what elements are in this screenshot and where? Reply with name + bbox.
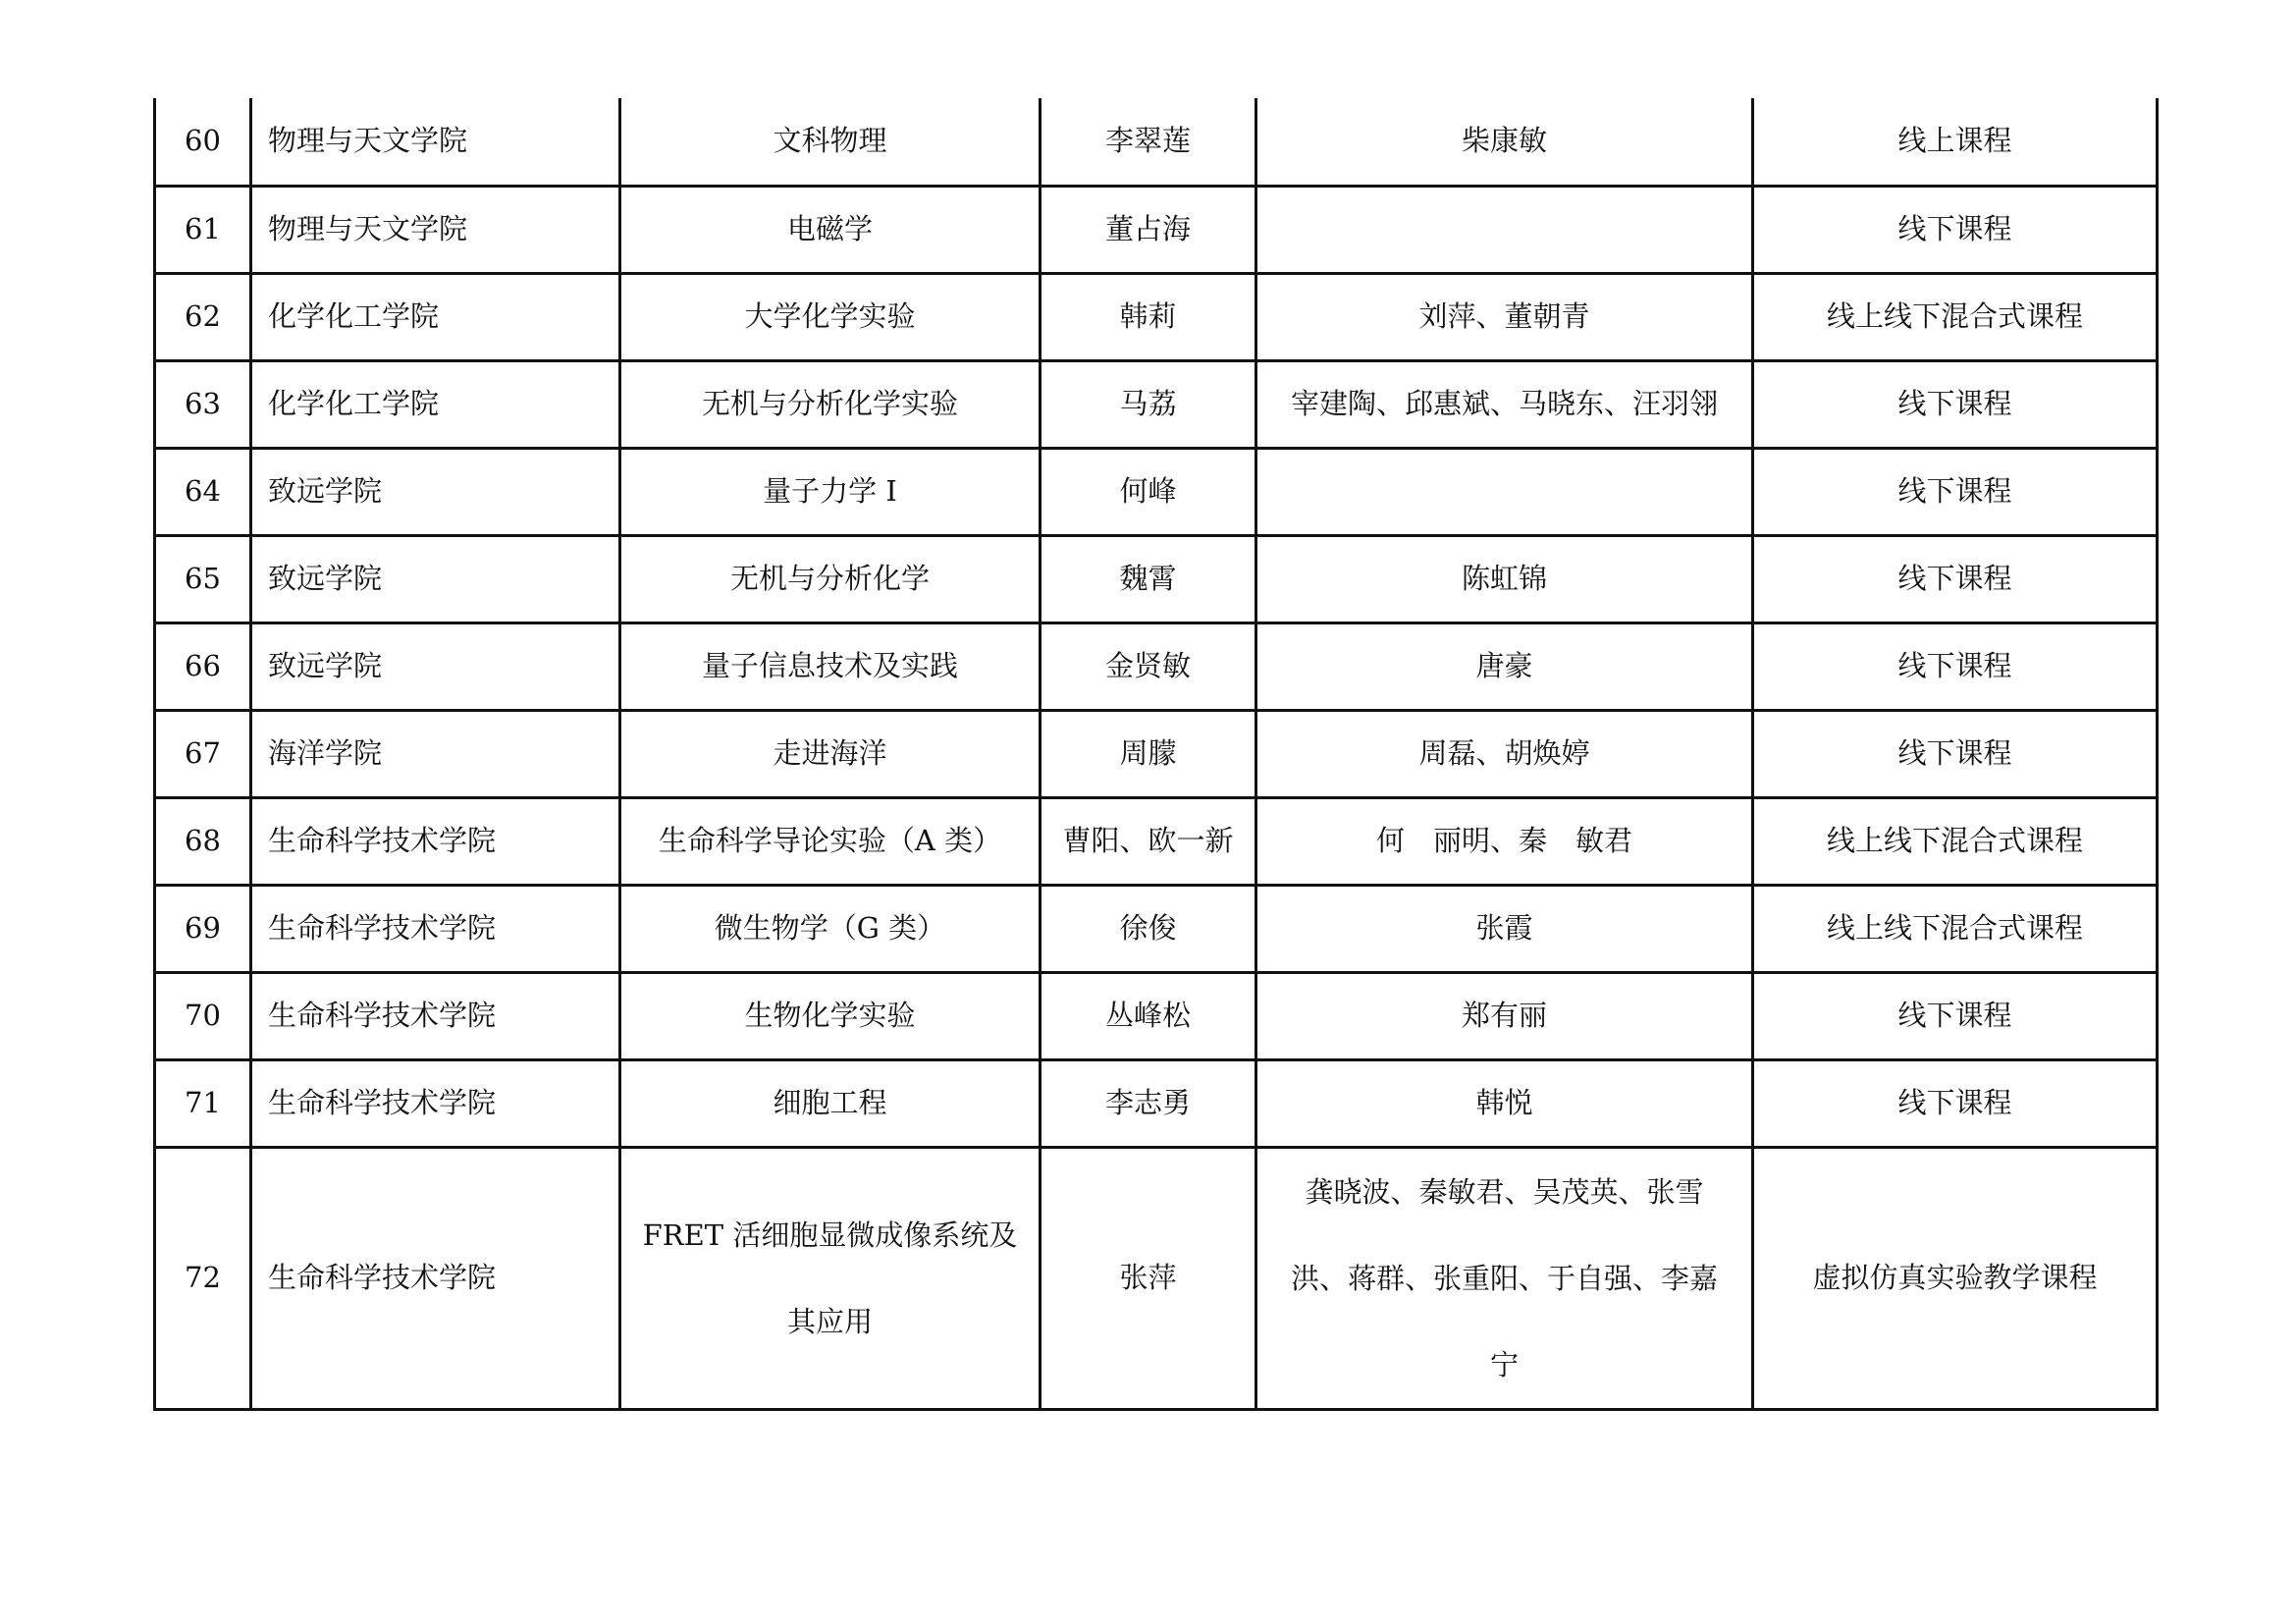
table-row: [155, 623, 2158, 710]
cell-college: 生命科学技术学院: [251, 972, 620, 1059]
cell-number: 71: [155, 1059, 251, 1147]
cell-members: [1256, 448, 1753, 535]
cell-course: [620, 1147, 1041, 1409]
cell-leader: 金贤敏: [1041, 623, 1256, 710]
cell-leader: 李志勇: [1041, 1059, 1256, 1147]
cell-leader: 张萍: [1041, 1147, 1256, 1409]
members-line: 宁: [1489, 1347, 1519, 1381]
cell-college: 海洋学院: [251, 710, 620, 797]
cell-course-type: 线上课程: [1753, 98, 2158, 186]
cell-course: 走进海洋: [620, 710, 1041, 797]
cell-number: 68: [155, 797, 251, 885]
cell-course-type: 线下课程: [1753, 623, 2158, 710]
cell-course: 生物化学实验: [620, 972, 1041, 1059]
cell-course: 生命科学导论实验（A 类）: [620, 797, 1041, 885]
cell-number: 61: [155, 186, 251, 273]
cell-members: 张霞: [1256, 885, 1753, 972]
table-row: [155, 1059, 2158, 1147]
cell-course: 无机与分析化学实验: [620, 360, 1041, 448]
cell-course: 量子力学 I: [620, 448, 1041, 535]
cell-members: 宰建陶、邱惠斌、马晓东、汪羽翎: [1256, 360, 1753, 448]
cell-college: 生命科学技术学院: [251, 797, 620, 885]
cell-course: 电磁学: [620, 186, 1041, 273]
table-row: [155, 98, 2158, 186]
cell-course-type: 线上线下混合式课程: [1753, 273, 2158, 360]
cell-number: 66: [155, 623, 251, 710]
cell-course: 量子信息技术及实践: [620, 623, 1041, 710]
table-row: [155, 535, 2158, 623]
cell-course-type: 线上线下混合式课程: [1753, 797, 2158, 885]
cell-members: 唐豪: [1256, 623, 1753, 710]
cell-members: 韩悦: [1256, 1059, 1753, 1147]
cell-members: 何 丽明、秦 敏君: [1256, 797, 1753, 885]
cell-number: 60: [155, 98, 251, 186]
table-body: [155, 98, 2158, 1409]
table-row: [155, 186, 2158, 273]
cell-college: 生命科学技术学院: [251, 1147, 620, 1409]
cell-course: 细胞工程: [620, 1059, 1041, 1147]
table-row: [155, 710, 2158, 797]
cell-members: 陈虹锦: [1256, 535, 1753, 623]
cell-leader: 徐俊: [1041, 885, 1256, 972]
cell-course-type: 线下课程: [1753, 1059, 2158, 1147]
cell-leader: 丛峰松: [1041, 972, 1256, 1059]
table-row: [155, 797, 2158, 885]
table-row: [155, 1147, 2158, 1409]
cell-course-type: 线上线下混合式课程: [1753, 885, 2158, 972]
cell-course: 微生物学（G 类）: [620, 885, 1041, 972]
cell-leader: 周朦: [1041, 710, 1256, 797]
table-row: [155, 972, 2158, 1059]
cell-number: 64: [155, 448, 251, 535]
cell-leader: 李翠莲: [1041, 98, 1256, 186]
cell-number: 72: [155, 1147, 251, 1409]
cell-members: 刘萍、董朝青: [1256, 273, 1753, 360]
cell-leader: 董占海: [1041, 186, 1256, 273]
cell-leader: 马荔: [1041, 360, 1256, 448]
cell-course: 大学化学实验: [620, 273, 1041, 360]
table-row: [155, 885, 2158, 972]
cell-number: 63: [155, 360, 251, 448]
cell-course: 无机与分析化学: [620, 535, 1041, 623]
cell-number: 67: [155, 710, 251, 797]
cell-course-type: 虚拟仿真实验教学课程: [1753, 1147, 2158, 1409]
cell-number: 62: [155, 273, 251, 360]
cell-course-type: 线下课程: [1753, 448, 2158, 535]
cell-college: 化学化工学院: [251, 273, 620, 360]
course-table: [153, 98, 2159, 1411]
cell-college: 致远学院: [251, 623, 620, 710]
course-line: 其应用: [786, 1304, 873, 1338]
cell-number: 70: [155, 972, 251, 1059]
table-row: [155, 360, 2158, 448]
cell-members: 周磊、胡焕婷: [1256, 710, 1753, 797]
cell-college: 物理与天文学院: [251, 98, 620, 186]
cell-leader: 魏霄: [1041, 535, 1256, 623]
cell-college: 致远学院: [251, 535, 620, 623]
members-line: 龚晓波、秦敏君、吴茂英、张雪: [1305, 1174, 1704, 1209]
cell-course-type: 线下课程: [1753, 972, 2158, 1059]
cell-college: 物理与天文学院: [251, 186, 620, 273]
cell-leader: 韩莉: [1041, 273, 1256, 360]
cell-members: 柴康敏: [1256, 98, 1753, 186]
cell-course-type: 线下课程: [1753, 535, 2158, 623]
members-line: 洪、蒋群、张重阳、于自强、李嘉: [1290, 1261, 1718, 1295]
cell-course-type: 线下课程: [1753, 360, 2158, 448]
cell-college: 致远学院: [251, 448, 620, 535]
course-line: FRET 活细胞显微成像系统及: [642, 1218, 1018, 1252]
cell-leader: 何峰: [1041, 448, 1256, 535]
cell-number: 69: [155, 885, 251, 972]
table-row: [155, 448, 2158, 535]
cell-leader: 曹阳、欧一新: [1041, 797, 1256, 885]
cell-members: [1256, 1147, 1753, 1409]
cell-course: 文科物理: [620, 98, 1041, 186]
cell-college: 生命科学技术学院: [251, 1059, 620, 1147]
table-row: [155, 273, 2158, 360]
cell-course-type: 线下课程: [1753, 186, 2158, 273]
cell-members: [1256, 186, 1753, 273]
cell-college: 化学化工学院: [251, 360, 620, 448]
cell-college: 生命科学技术学院: [251, 885, 620, 972]
cell-number: 65: [155, 535, 251, 623]
cell-members: 郑有丽: [1256, 972, 1753, 1059]
cell-course-type: 线下课程: [1753, 710, 2158, 797]
